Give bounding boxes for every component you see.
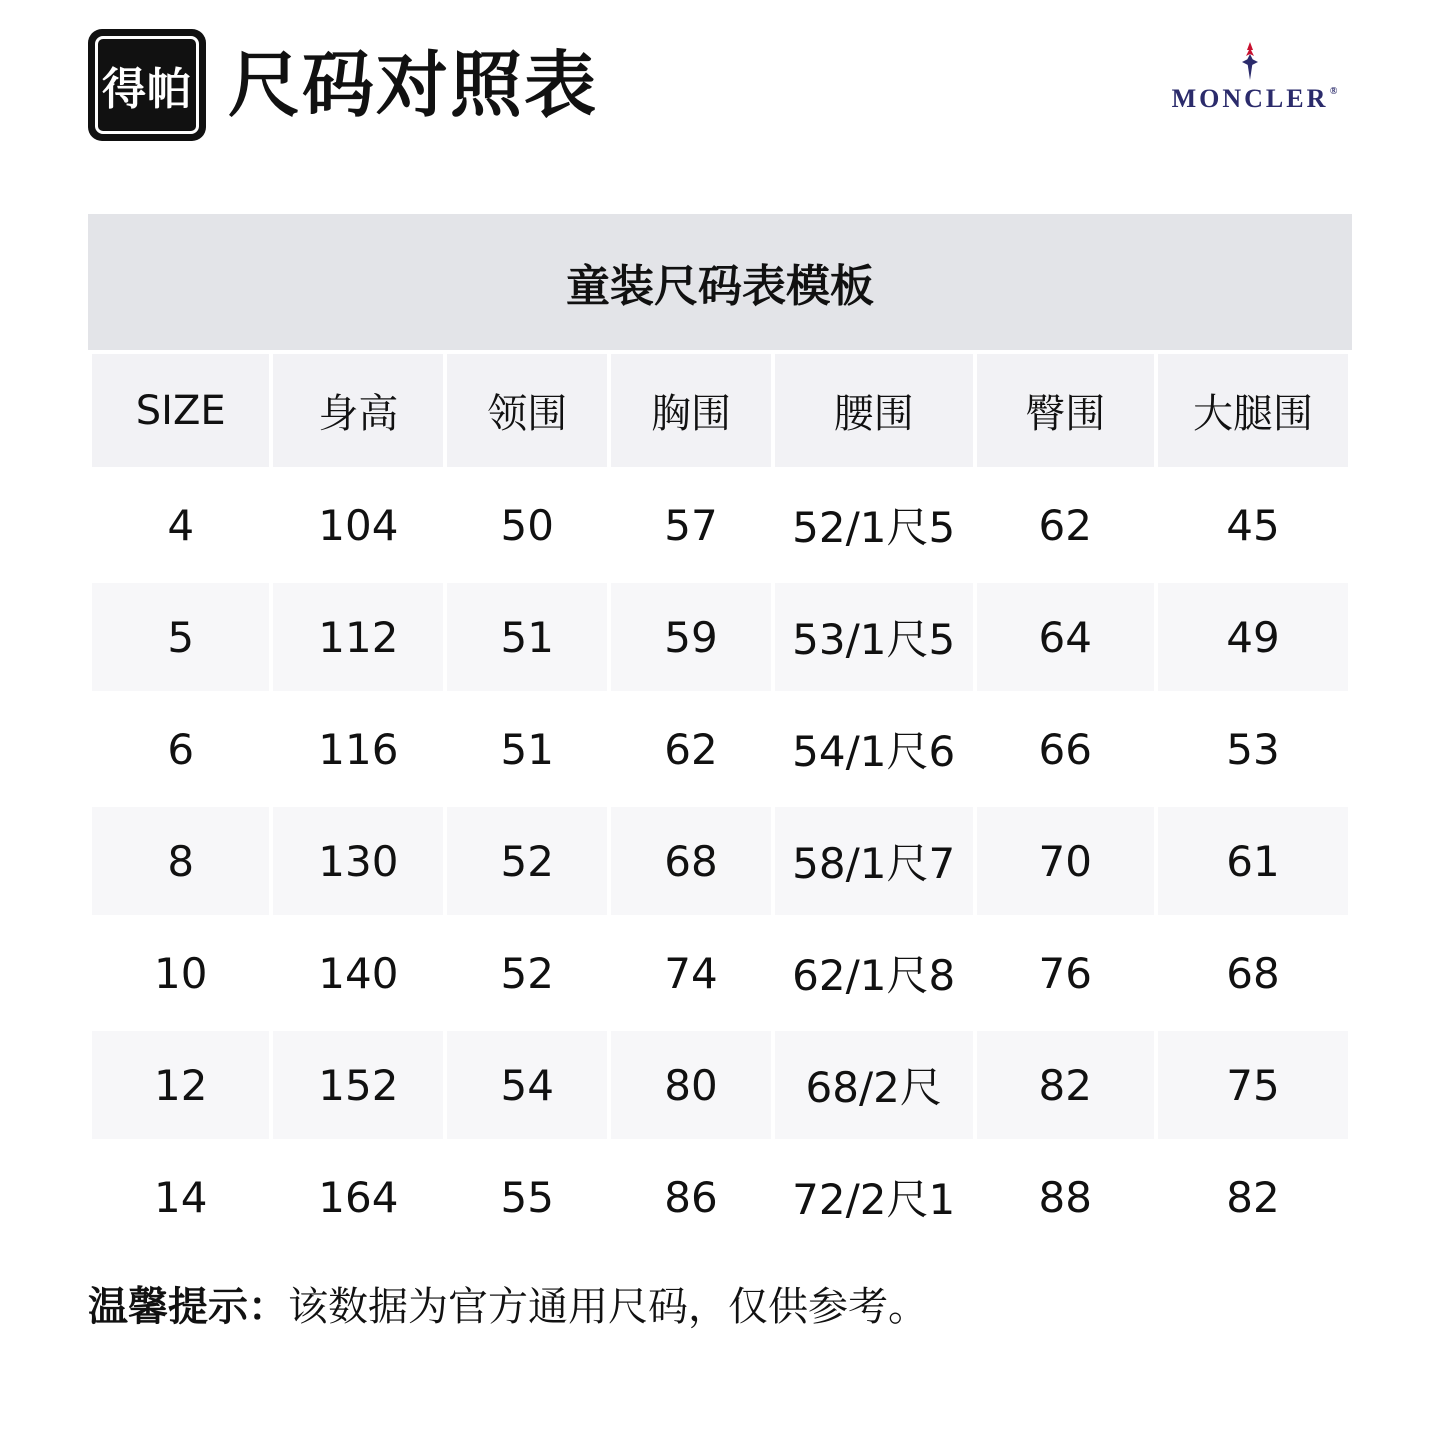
table-header-row (90, 352, 1350, 469)
cell-thigh: 75 (1156, 1029, 1350, 1141)
cell-size: 14 (90, 1141, 271, 1253)
cell-chest: 57 (609, 469, 773, 581)
cell-thigh: 49 (1156, 581, 1350, 693)
cell-neck: 54 (445, 1029, 609, 1141)
cell-hip: 64 (975, 581, 1156, 693)
moncler-rooster-icon (1170, 36, 1330, 84)
footer-note (88, 1281, 1352, 1333)
cell-chest: 74 (609, 917, 773, 1029)
footer-note-label: 温馨提示： (88, 1284, 288, 1330)
brand-name-text: MONCLER (1171, 84, 1329, 113)
cell-size: 8 (90, 805, 271, 917)
table-row (90, 917, 1350, 1029)
cell-height: 152 (271, 1029, 445, 1141)
cell-height: 116 (271, 693, 445, 805)
cell-waist: 72/2尺1 (773, 1141, 975, 1253)
cell-size: 6 (90, 693, 271, 805)
cell-hip: 66 (975, 693, 1156, 805)
cell-chest: 86 (609, 1141, 773, 1253)
cell-height: 130 (271, 805, 445, 917)
shop-logo-badge (88, 29, 206, 141)
table-row (90, 693, 1350, 805)
table-row (90, 1029, 1350, 1141)
table-row (90, 581, 1350, 693)
cell-hip: 76 (975, 917, 1156, 1029)
cell-thigh: 61 (1156, 805, 1350, 917)
size-chart-container (88, 214, 1352, 1255)
cell-size: 12 (90, 1029, 271, 1141)
table-row (90, 1141, 1350, 1253)
column-header-size: SIZE (90, 352, 271, 469)
cell-neck: 52 (445, 805, 609, 917)
cell-thigh: 68 (1156, 917, 1350, 1029)
cell-waist: 53/1尺5 (773, 581, 975, 693)
table-row (90, 469, 1350, 581)
page-header (0, 0, 1440, 140)
cell-waist: 52/1尺5 (773, 469, 975, 581)
registered-mark: ® (1329, 86, 1341, 97)
column-header-chest: 胸围 (609, 352, 773, 469)
cell-thigh: 45 (1156, 469, 1350, 581)
cell-chest: 68 (609, 805, 773, 917)
shop-logo-text: 得帕 (95, 36, 199, 134)
footer-note-text: 该数据为官方通用尺码，仅供参考。 (288, 1284, 928, 1330)
cell-neck: 50 (445, 469, 609, 581)
cell-neck: 52 (445, 917, 609, 1029)
size-chart-table (88, 214, 1352, 1255)
cell-waist: 54/1尺6 (773, 693, 975, 805)
cell-waist: 58/1尺7 (773, 805, 975, 917)
page-title: 尺码对照表 (228, 43, 599, 127)
cell-thigh: 82 (1156, 1141, 1350, 1253)
column-header-waist: 腰围 (773, 352, 975, 469)
cell-height: 140 (271, 917, 445, 1029)
cell-size: 4 (90, 469, 271, 581)
cell-height: 104 (271, 469, 445, 581)
cell-hip: 88 (975, 1141, 1156, 1253)
cell-hip: 70 (975, 805, 1156, 917)
cell-chest: 59 (609, 581, 773, 693)
cell-neck: 51 (445, 693, 609, 805)
table-caption: 童装尺码表模板 (88, 214, 1352, 350)
column-header-hip: 臀围 (975, 352, 1156, 469)
cell-hip: 82 (975, 1029, 1156, 1141)
column-header-neck: 领围 (445, 352, 609, 469)
cell-size: 10 (90, 917, 271, 1029)
cell-chest: 62 (609, 693, 773, 805)
cell-waist: 68/2尺 (773, 1029, 975, 1141)
cell-waist: 62/1尺8 (773, 917, 975, 1029)
cell-height: 164 (271, 1141, 445, 1253)
cell-chest: 80 (609, 1029, 773, 1141)
cell-height: 112 (271, 581, 445, 693)
cell-neck: 55 (445, 1141, 609, 1253)
brand-name (1171, 84, 1341, 114)
cell-thigh: 53 (1156, 693, 1350, 805)
column-header-thigh: 大腿围 (1156, 352, 1350, 469)
brand-logo (1170, 36, 1341, 114)
cell-hip: 62 (975, 469, 1156, 581)
cell-size: 5 (90, 581, 271, 693)
cell-neck: 51 (445, 581, 609, 693)
column-header-height: 身高 (271, 352, 445, 469)
table-row (90, 805, 1350, 917)
